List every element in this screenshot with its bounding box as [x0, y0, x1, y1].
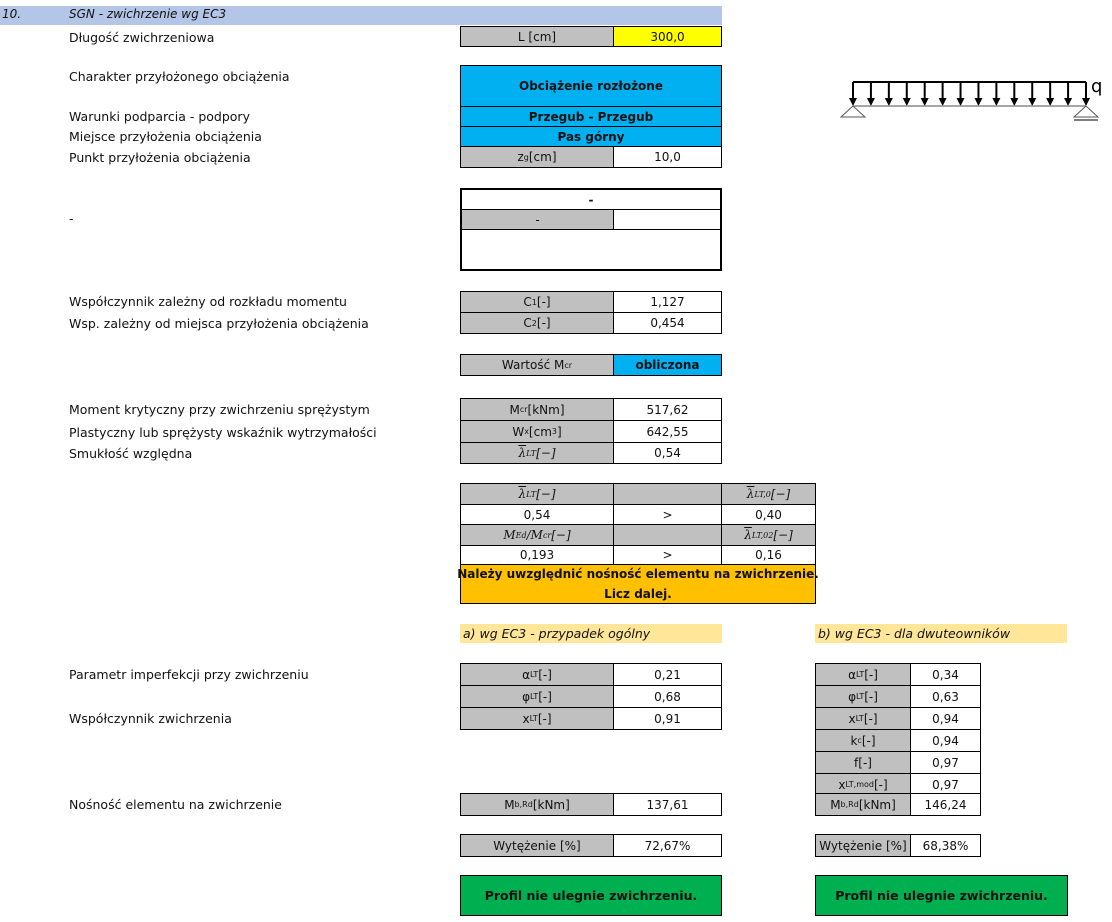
method-b-row-label — [815, 685, 911, 708]
method-a-verdict: Profil nie ulegnie zwichrzeniu. — [460, 875, 722, 916]
method-b-row-symbol: f — [854, 755, 859, 770]
check-h2-right-sub: LT,0 — [751, 530, 769, 540]
method-a-row-symbol: φ — [522, 689, 530, 704]
method-b-row-symbol: x — [838, 777, 846, 792]
method-a-row-subscript: LT — [529, 692, 539, 701]
load-arrowhead — [1010, 98, 1018, 106]
label-load-place: Miejsce przyłożenia obciążenia — [69, 129, 262, 144]
method-a-row-label — [460, 707, 614, 730]
load-arrowhead — [1064, 98, 1072, 106]
check-h1-left-unit: [−] — [536, 487, 556, 501]
method-b-mbrd-sub: b,Rd — [840, 800, 859, 809]
label-mcr: Moment krytyczny przy zwichrzeniu sprężystym — [69, 402, 370, 417]
check-h1-right — [721, 483, 816, 505]
method-a-util-value: 72,67% — [613, 834, 722, 857]
method-b-row-label — [815, 751, 911, 774]
check-h2-left — [460, 524, 614, 546]
method-a-row-unit: [-] — [538, 667, 552, 682]
c2-value: 0,454 — [613, 312, 722, 334]
lambda-value: 0,54 — [613, 442, 722, 464]
check-r1-right: 0,40 — [721, 504, 816, 525]
method-b-row-unit: [-] — [861, 733, 876, 748]
support-type-select[interactable]: Przegub - Przegub — [460, 106, 722, 127]
load-arrowhead — [1028, 98, 1036, 106]
check-r2-right: 0,16 — [721, 545, 816, 565]
c2-unit: [-] — [536, 316, 551, 330]
label-dash: - — [69, 211, 74, 226]
check-h1-left-sub: LT — [526, 489, 537, 499]
mcr-unit: [kNm] — [527, 402, 565, 417]
method-b-util-value: 68,38% — [910, 834, 981, 857]
section-title: SGN - zwichrzenie wg EC3 — [69, 7, 227, 21]
check-h2-med: M — [503, 528, 516, 542]
method-b-mbrd-unit: [kNm] — [858, 797, 896, 812]
method-a-row-unit: [-] — [537, 711, 552, 726]
method-b-row-unit: [-] — [864, 667, 878, 682]
check-h2-mcr: /M — [526, 528, 543, 542]
wx-label-cell — [460, 420, 614, 443]
method-b-row-value: 0,94 — [910, 729, 981, 752]
length-label-cell: L [cm] — [460, 26, 614, 47]
label-load-point: Punkt przyłożenia obciążenia — [69, 150, 251, 165]
method-a-row-symbol: x — [522, 711, 530, 726]
method-b-verdict: Profil nie ulegnie zwichrzeniu. — [815, 875, 1068, 916]
check-h2-mid — [613, 524, 722, 546]
method-b-row-subscript: LT — [855, 714, 864, 723]
method-b-row-symbol: x — [848, 711, 856, 726]
check-h2-med-sub: Ed — [515, 530, 527, 540]
load-type-select[interactable]: Obciążenie rozłożone — [460, 65, 722, 107]
method-a-mbrd-value: 137,61 — [613, 793, 722, 816]
method-a-mbrd-symbol: M — [504, 797, 515, 812]
check-h2-right-sup: 2 — [768, 530, 774, 540]
method-b-row-value: 0,94 — [910, 707, 981, 730]
method-a-mbrd-unit: [kNm] — [532, 797, 570, 812]
method-a-title: a) wg EC3 - przypadek ogólny — [460, 624, 722, 643]
label-chi: Współczynnik zwichrzenia — [69, 711, 232, 726]
method-b-mbrd-value: 146,24 — [910, 793, 981, 816]
c1-subscript: 1 — [531, 297, 537, 307]
check-h2-right-symbol: $\overline{\lambda}$ — [744, 528, 752, 542]
method-a-mbrd-sub: b,Rd — [514, 800, 533, 809]
method-b-row-symbol: k — [850, 733, 858, 748]
label-capacity: Nośność elementu na zwichrzenie — [69, 797, 282, 812]
lambda-label-cell — [460, 442, 614, 464]
check-h1-right-sub: LT,0 — [754, 489, 771, 499]
check-h1-right-unit: [−] — [770, 487, 791, 501]
label-lambda: Smukłość względna — [69, 446, 193, 461]
roller-support-icon — [1074, 106, 1098, 117]
c2-subscript: 2 — [531, 318, 537, 328]
label-length: Długość zwichrzeniowa — [69, 30, 215, 45]
method-b-row-label — [815, 663, 911, 686]
method-b-row-unit: [-] — [864, 689, 878, 704]
method-b-row-value: 0,63 — [910, 685, 981, 708]
check-r1-operator: > — [613, 504, 722, 525]
method-b-mbrd-symbol: M — [830, 797, 841, 812]
lambda-unit: [−] — [536, 446, 556, 460]
length-input[interactable]: 300,0 — [613, 26, 722, 47]
wx-symbol: W — [512, 424, 525, 439]
wx-value: 642,55 — [613, 420, 722, 443]
mcr-mode-label-cell — [460, 354, 614, 376]
wx-superscript: 3 — [551, 427, 557, 436]
method-b-mbrd-label — [815, 793, 911, 816]
section-number: 10. — [2, 7, 22, 21]
check-message-line2: Licz dalej. — [604, 587, 672, 601]
method-b-row-unit: [-] — [858, 755, 872, 770]
load-arrowhead — [974, 98, 982, 106]
wx-unit: [cm — [528, 424, 552, 439]
load-arrowhead — [992, 98, 1000, 106]
c2-symbol: C — [523, 316, 532, 330]
mcr-value: 517,62 — [613, 398, 722, 421]
method-b-row-label — [815, 707, 911, 730]
mcr-subscript: cr — [519, 405, 528, 414]
method-b-row-symbol: α — [848, 667, 856, 682]
label-c2: Wsp. zależny od miejsca przyłożenia obciążenia — [69, 316, 369, 331]
check-r2-left: 0,193 — [460, 545, 614, 565]
load-arrowhead — [1082, 98, 1090, 106]
mcr-label-cell — [460, 398, 614, 421]
load-arrowhead — [939, 98, 947, 106]
method-a-row-symbol: α — [522, 667, 530, 682]
check-h2-right-unit: [−] — [773, 528, 793, 542]
check-r1-left: 0,54 — [460, 504, 614, 525]
load-arrowhead — [867, 98, 875, 106]
c1-unit: [-] — [536, 295, 551, 309]
zg-label-cell — [460, 146, 614, 168]
c2-label-cell — [460, 312, 614, 334]
method-a-row-value: 0,68 — [613, 685, 722, 708]
load-arrowhead — [957, 98, 965, 106]
label-support: Warunki podparcia - podpory — [69, 109, 250, 124]
method-b-row-label — [815, 729, 911, 752]
label-c1: Współczynnik zależny od rozkładu momentu — [69, 294, 347, 309]
load-arrowhead — [1046, 98, 1054, 106]
load-symbol: q — [1091, 76, 1103, 97]
check-message — [457, 564, 819, 604]
wx-bracket: ] — [556, 424, 562, 439]
method-b-row-subscript: LT,mod — [845, 780, 874, 789]
method-b-row-value: 0,97 — [910, 751, 981, 774]
method-b-row-symbol: φ — [848, 689, 856, 704]
check-h1-left-symbol: $\overline{\lambda}$ — [518, 487, 527, 501]
load-place-select[interactable]: Pas górny — [460, 126, 722, 147]
method-b-row-subscript: LT — [855, 670, 865, 679]
zg-subscript: g — [523, 152, 529, 162]
load-arrowhead — [849, 98, 857, 106]
method-b-row-unit: [-] — [873, 777, 888, 792]
check-message-line1: Należy uwzględnić nośność elementu na zwichrzenie. — [457, 567, 819, 581]
method-b-row-value: 0,97 — [910, 773, 981, 796]
method-a-row-value: 0,91 — [613, 707, 722, 730]
lambda-subscript: LT — [526, 448, 537, 458]
check-h2-mcr-sub: cr — [542, 530, 552, 540]
method-a-util-label: Wytężenie [%] — [460, 834, 614, 857]
method-a-mbrd-label — [460, 793, 614, 816]
method-b-row-unit: [-] — [863, 711, 878, 726]
check-h1-mid — [613, 483, 722, 505]
check-h2-unit: [−] — [551, 528, 571, 542]
label-load-character: Charakter przyłożonego obciążenia — [69, 69, 290, 84]
check-r2-operator: > — [613, 545, 722, 565]
c1-symbol: C — [523, 295, 532, 309]
load-arrowhead — [903, 98, 911, 106]
beam-load-diagram — [835, 72, 1110, 122]
method-b-row-subscript: LT — [855, 692, 865, 701]
label-wx: Plastyczny lub sprężysty wskaźnik wytrzymałości — [69, 425, 377, 440]
label-imperfection: Parametr imperfekcji przy zwichrzeniu — [69, 667, 309, 682]
c1-label-cell — [460, 291, 614, 313]
pin-support-icon — [841, 106, 865, 117]
method-b-row-subscript: c — [857, 736, 862, 745]
method-a-row-subscript: LT — [529, 714, 538, 723]
method-a-row-label — [460, 663, 614, 686]
method-b-util-label: Wytężenie [%] — [815, 834, 911, 857]
load-arrowhead — [885, 98, 893, 106]
mcr-mode-select[interactable]: obliczona — [613, 354, 722, 376]
mcr-symbol: M — [509, 402, 520, 417]
c1-value: 1,127 — [613, 291, 722, 313]
method-a-row-unit: [-] — [538, 689, 552, 704]
blank-box-label: - — [461, 209, 614, 230]
method-b-title: b) wg EC3 - dla dwuteowników — [815, 624, 1067, 643]
lambda-symbol: $\overline{\lambda}$ — [518, 446, 527, 460]
check-h1-left — [460, 483, 614, 505]
zg-unit: [cm] — [528, 150, 557, 164]
wx-subscript: x — [524, 427, 529, 436]
method-a-row-subscript: LT — [529, 670, 539, 679]
mcr-mode-label: Wartość M — [501, 358, 565, 372]
method-b-row-value: 0,34 — [910, 663, 981, 686]
zg-symbol: z — [517, 150, 524, 164]
blank-box-value — [613, 209, 721, 230]
method-a-row-value: 0,21 — [613, 663, 722, 686]
check-h1-right-symbol: $\overline{\lambda}$ — [746, 487, 755, 501]
blank-box-title: - — [462, 190, 720, 210]
mcr-mode-subscript: cr — [564, 360, 573, 370]
distributed-load-icon — [849, 82, 1090, 106]
method-a-row-label — [460, 685, 614, 708]
check-h2-right — [721, 524, 816, 546]
zg-input[interactable]: 10,0 — [613, 146, 722, 168]
load-arrowhead — [921, 98, 929, 106]
